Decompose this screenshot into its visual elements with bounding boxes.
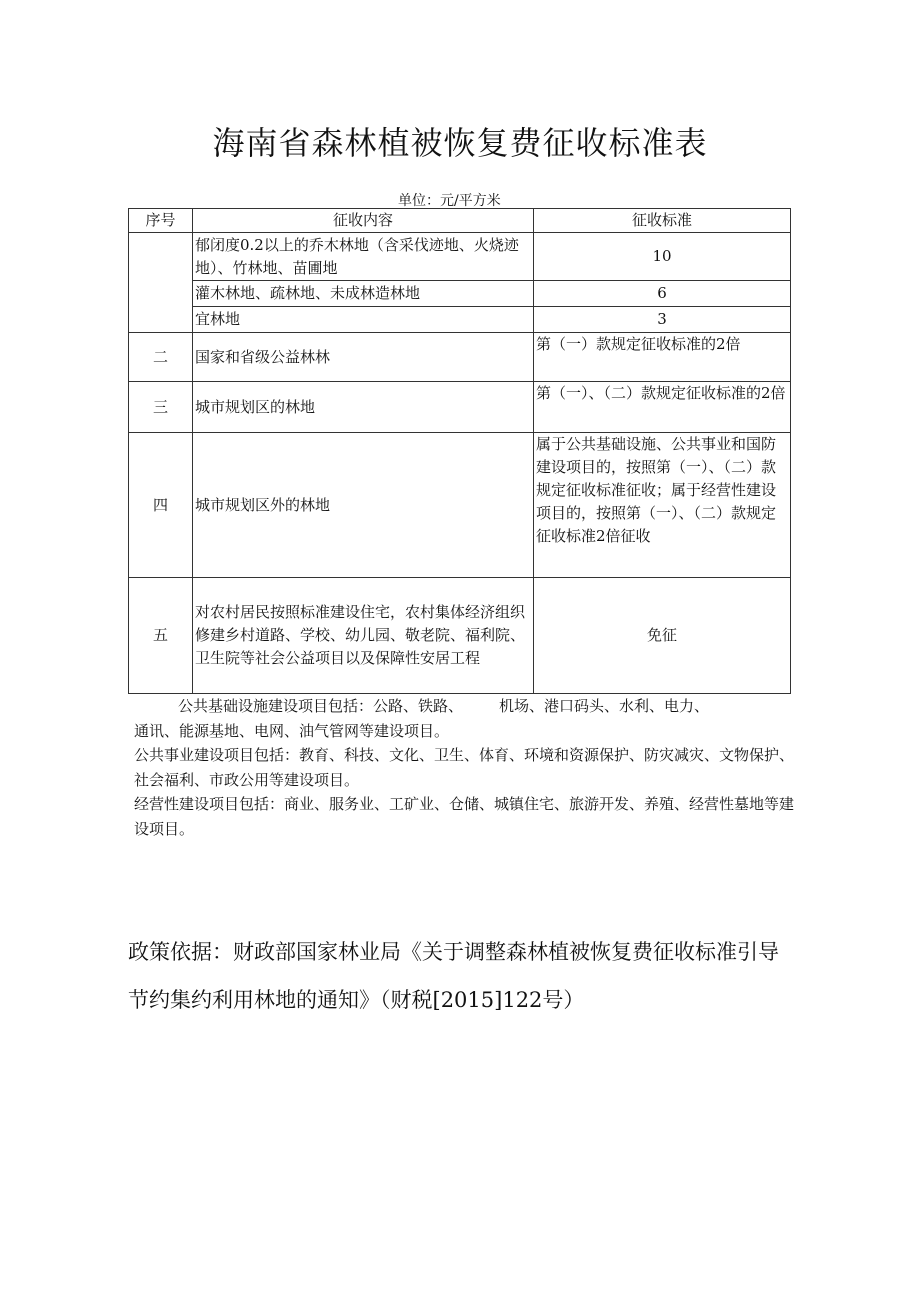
document-title: 海南省森林植被恢复费征收标准表	[212, 124, 708, 162]
table-row	[129, 333, 791, 382]
row1-standard-b: 6	[534, 281, 791, 307]
row1-standard-c: 3	[534, 307, 791, 333]
row2-standard: 第（一）款规定征收标准的2倍	[534, 333, 791, 382]
note-infra-part3: 通讯、能源基地、电网、油气管网等建设项目。	[134, 721, 450, 740]
notes-section	[134, 694, 794, 841]
fee-standard-table	[128, 208, 791, 694]
header-no: 序号	[129, 209, 193, 233]
table-row	[129, 281, 791, 307]
header-standard: 征收标准	[534, 209, 791, 233]
row4-standard: 属于公共基础设施、公共事业和国防建设项目的，按照第（一）、（二）款规定征收标准征收；属于经营性建设项目的，按照第（一）、（二）款规定征收标准2倍征收	[534, 433, 791, 578]
row3-no: 三	[129, 382, 193, 433]
row1-content-c: 宜林地	[193, 307, 534, 333]
header-content: 征收内容	[193, 209, 534, 233]
policy-basis	[128, 928, 798, 1024]
row1-no	[129, 233, 193, 333]
note-public: 公共事业建设项目包括：教育、科技、文化、卫生、体育、环境和资源保护、防灾减灾、文物保护、社会福利、市政公用等建设项目。	[134, 746, 795, 789]
row1-standard-a: 10	[534, 233, 791, 281]
table-row	[129, 382, 791, 433]
policy-text: 政策依据：财政部国家林业局《关于调整森林植被恢复费征收标准引导节约集约利用林地的通知》（财税[2015]122号）	[128, 940, 779, 1012]
row3-standard: 第（一）、（二）款规定征收标准的2倍	[534, 382, 791, 433]
row4-content: 城市规划区外的林地	[193, 433, 534, 578]
row5-standard: 免征	[534, 578, 791, 694]
row1-content-a: 郁闭度0.2以上的乔木林地（含采伐迹地、火烧迹地）、竹林地、苗圃地	[193, 233, 534, 281]
note-commercial: 经营性建设项目包括：商业、服务业、工矿业、仓储、城镇住宅、旅游开发、养殖、经营性墓地等建设项目。	[134, 795, 795, 838]
row4-no: 四	[129, 433, 193, 578]
row5-no: 五	[129, 578, 193, 694]
table-row	[129, 433, 791, 578]
note-infra-part1: 公共基础设施建设项目包括：公路、铁路、	[178, 697, 464, 715]
table-row	[129, 307, 791, 333]
note-infra-part2: 机场、港口码头、水利、电力、	[499, 697, 710, 715]
row2-content: 国家和省级公益林林	[193, 333, 534, 382]
row5-content: 对农村居民按照标准建设住宅，农村集体经济组织修建乡村道路、学校、幼儿园、敬老院、福利院、卫生院等社会公益项目以及保障性安居工程	[193, 578, 534, 694]
note-infrastructure	[134, 694, 794, 719]
unit-label: 单位：元/平方米	[398, 193, 501, 209]
row2-no: 二	[129, 333, 193, 382]
table-row	[129, 578, 791, 694]
table-header-row	[129, 209, 791, 233]
row3-content: 城市规划区的林地	[193, 382, 534, 433]
row1-content-b: 灌木林地、疏林地、未成林造林地	[193, 281, 534, 307]
table-row	[129, 233, 791, 281]
